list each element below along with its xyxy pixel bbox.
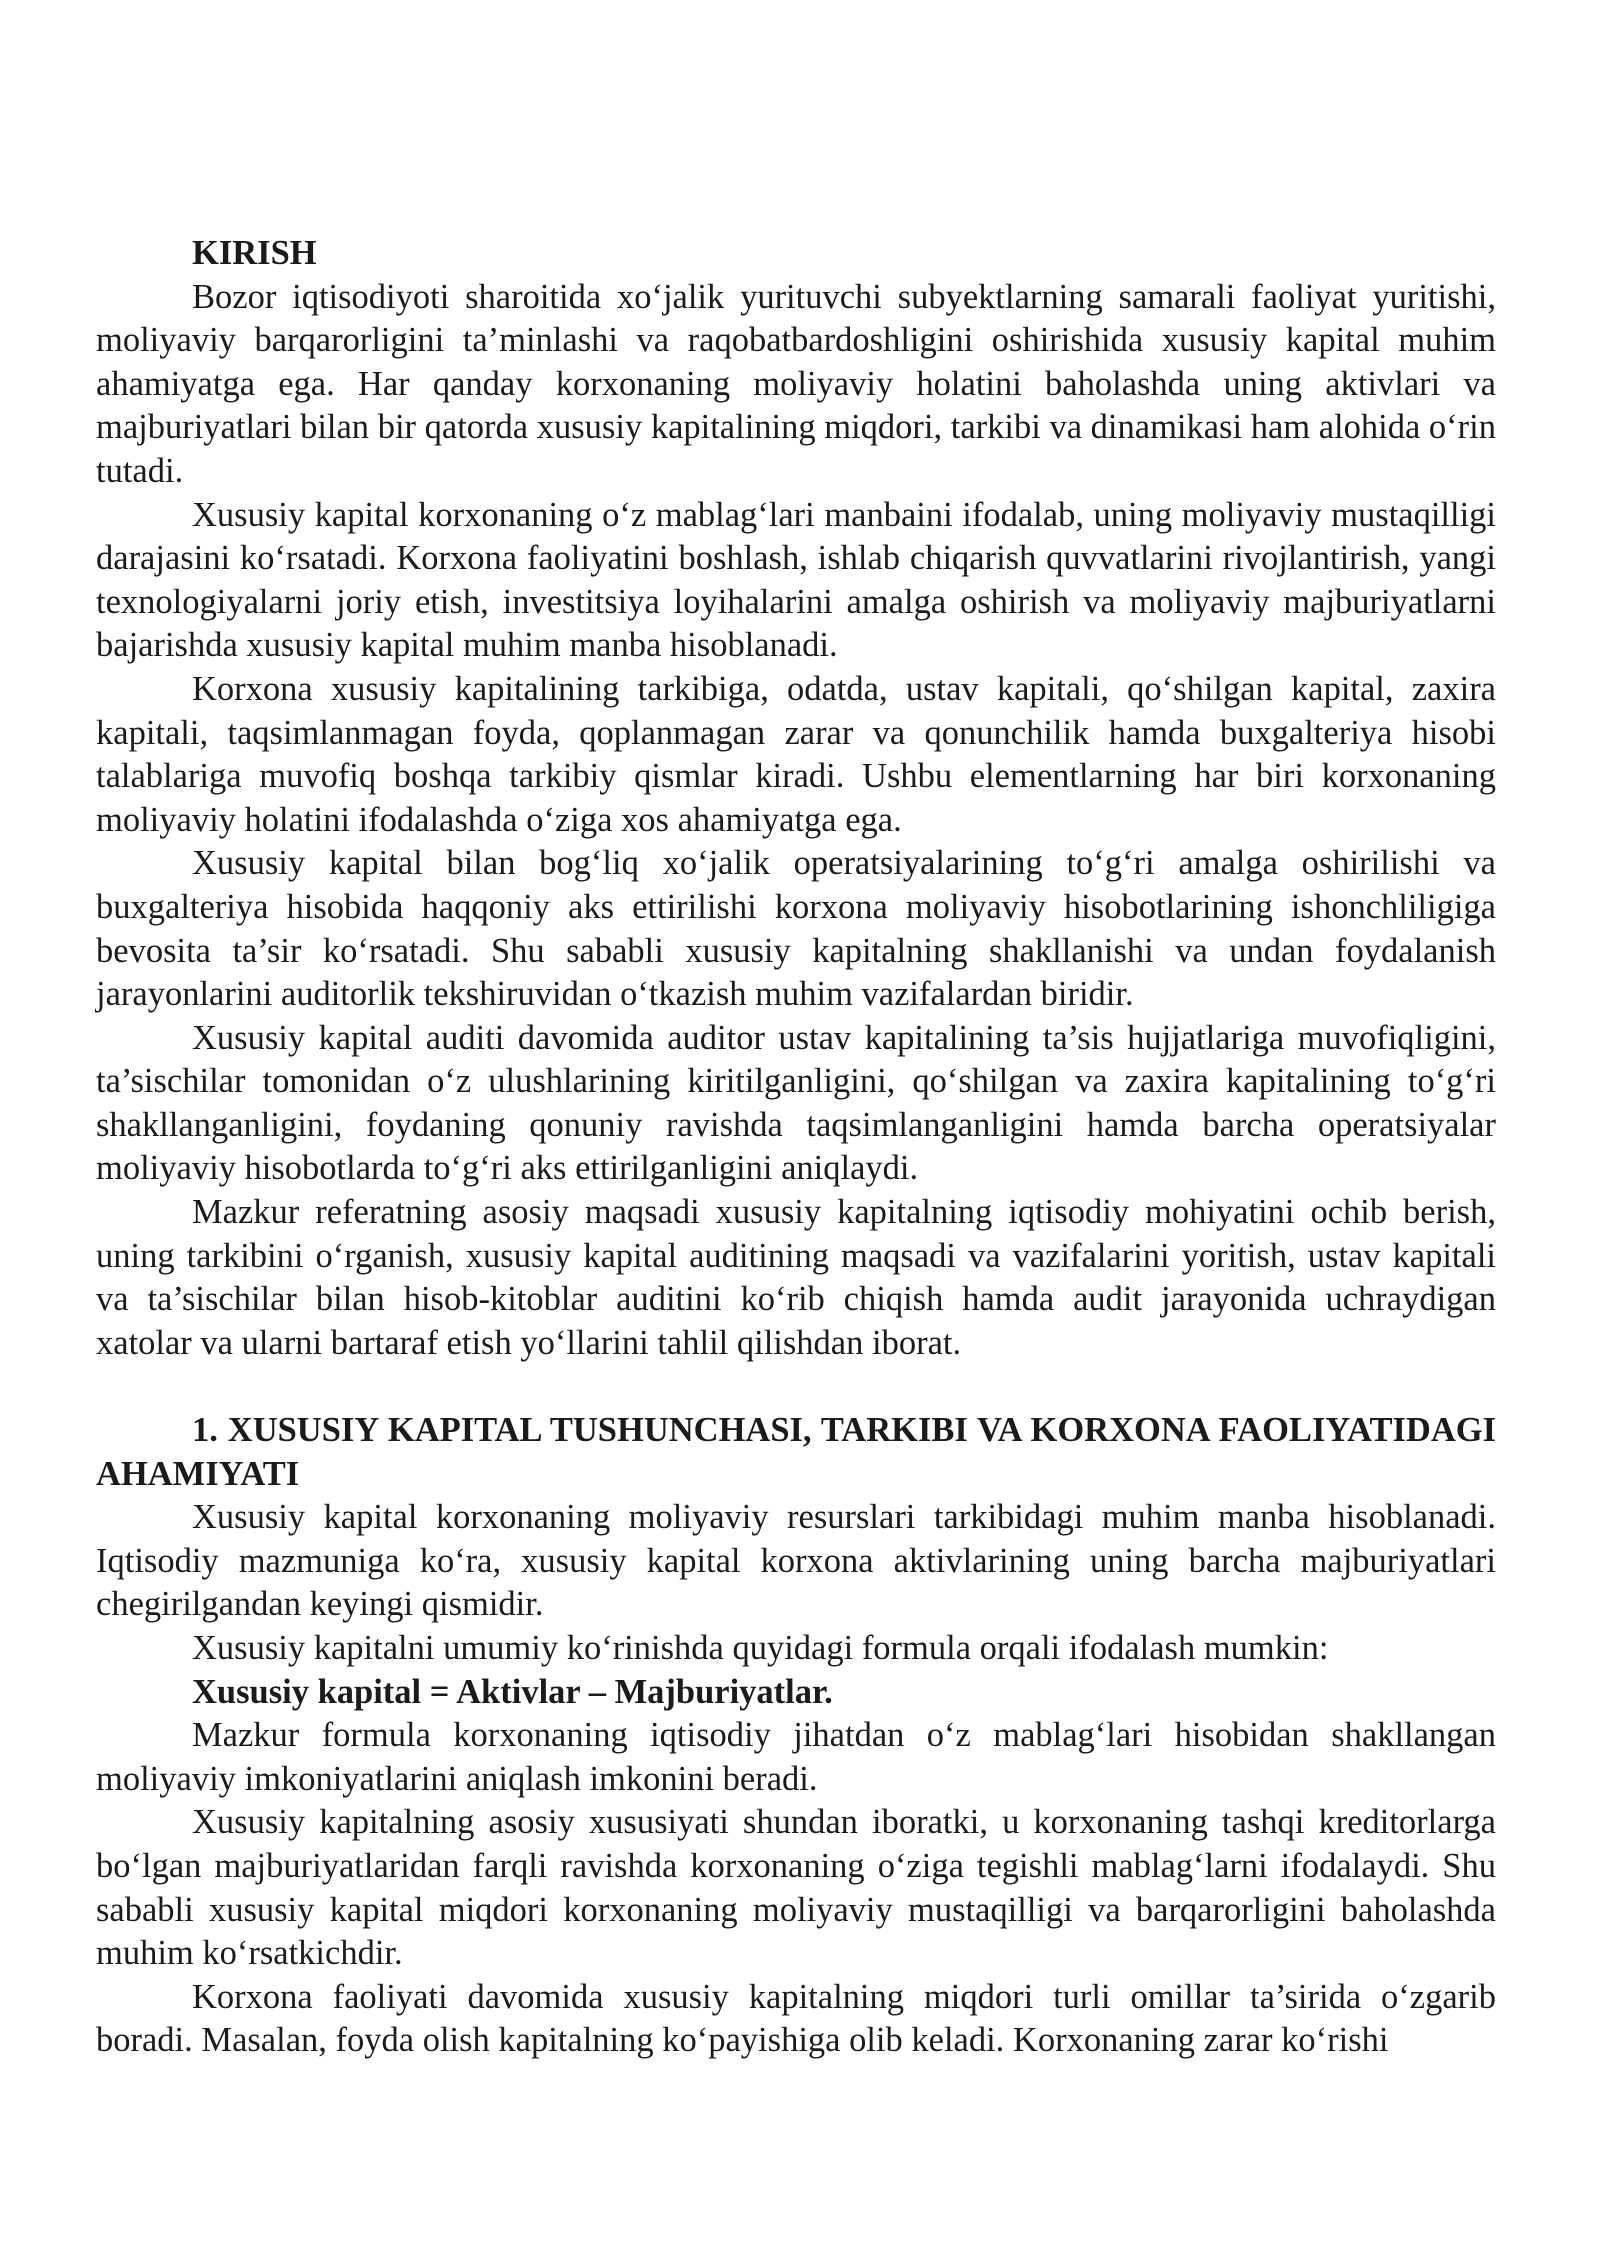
section-1-paragraph-5: Korxona faoliyati davomida xususiy kapitalning miqdori turli omillar ta’sirida o‘zgarib boradi. Masalan, foyda olish kapitalning ko‘payishiga olib keladi. Korxonaning zarar ko‘rishi	[96, 1977, 1496, 2060]
section-spacer	[96, 1365, 1496, 1409]
section-1-paragraph-2: Xususiy kapitalni umumiy ko‘rinishda quyidagi formula orqali ifodalash mumkin:	[192, 1629, 1329, 1667]
capital-formula: Xususiy kapital = Aktivlar – Majburiyatlar.	[192, 1672, 833, 1711]
intro-paragraph-6: Mazkur referatning asosiy maqsadi xususiy kapitalning iqtisodiy mohiyatini ochib berish, uning tarkibini o‘rganish, xususiy kapital auditining maqsadi va vazifalarini yoritish, ustav kapitali va ta’sischilar bilan hisob-kitoblar auditini ko‘rib chiqish hamda audit jarayonida uchraydigan xatolar va ularni bartaraf etish yo‘llarini tahlil qilishdan iborat.	[96, 1193, 1496, 1362]
section-1-heading: 1. XUSUSIY KAPITAL TUSHUNCHASI, TARKIBI VA KORXONA FAOLIYATIDAGI AHAMIYATI	[96, 1411, 1496, 1493]
intro-heading: KIRISH	[192, 234, 317, 272]
intro-paragraph-5: Xususiy kapital auditi davomida auditor ustav kapitalining ta’sis hujjatlariga muvofiqligini, ta’sischilar tomonidan o‘z ulushlarining kiritilganligini, qo‘shilgan va zaxira kapitalining to‘g‘ri shakllanganligini, foydaning qonuniy ravishda taqsimlanganligini hamda barcha operatsiyalar moliyaviy hisobotlarda to‘g‘ri aks ettirilganligini aniqlaydi.	[96, 1018, 1496, 1188]
intro-paragraph-2: Xususiy kapital korxonaning o‘z mablag‘lari manbaini ifodalab, uning moliyaviy mustaqilligi darajasini ko‘rsatadi. Korxona faoliyatini boshlash, ishlab chiqarish quvvatlarini rivojlantirish, yangi texnologiyalarni joriy etish, investitsiya loyihalarini amalga oshirish va moliyaviy majburiyatlarni bajarishda xususiy kapital muhim manba hisoblanadi.	[96, 495, 1496, 665]
intro-paragraph-3: Korxona xususiy kapitalining tarkibiga, odatda, ustav kapitali, qo‘shilgan kapital, zaxira kapitali, taqsimlanmagan foyda, qoplanmagan zarar va qonunchilik hamda buxgalteriya hisobi talablariga muvofiq boshqa tarkibiy qismlar kiradi. Ushbu elementlarning har biri korxonaning moliyaviy holatini ifodalashda o‘ziga xos ahamiyatga ega.	[96, 669, 1496, 839]
section-1-paragraph-3: Mazkur formula korxonaning iqtisodiy jihatdan o‘z mablag‘lari hisobidan shakllangan moliyaviy imkoniyatlarini aniqlash imkonini beradi.	[96, 1716, 1496, 1798]
intro-paragraph-4: Xususiy kapital bilan bog‘liq xo‘jalik operatsiyalarining to‘g‘ri amalga oshirilishi va buxgalteriya hisobida haqqoniy aks ettirilishi korxona moliyaviy hisobotlarining ishonchliligiga bevosita ta’sir ko‘rsatadi. Shu sababli xususiy kapitalning shakllanishi va undan foydalanish jarayonlarini auditorlik tekshiruvidan o‘tkazish muhim vazifalardan biridir.	[96, 844, 1496, 1014]
intro-paragraph-1: Bozor iqtisodiyoti sharoitida xo‘jalik yurituvchi subyektlarning samarali faoliyat yuritishi, moliyaviy barqarorligini ta’minlashi va raqobatbardoshligini oshirishida xususiy kapital muhim ahamiyatga ega. Har qanday korxonaning moliyaviy holatini baholashda uning aktivlari va majburiyatlari bilan bir qatorda xususiy kapitalining miqdori, tarkibi va dinamikasi ham alohida o‘rin tutadi.	[96, 277, 1496, 490]
section-1-paragraph-1: Xususiy kapital korxonaning moliyaviy resurslari tarkibidagi muhim manba hisoblanadi. Iqtisodiy mazmuniga ko‘ra, xususiy kapital korxona aktivlarining uning barcha majburiyatlari chegirilgandan keyingi qismidir.	[96, 1498, 1496, 1624]
document-page	[96, 232, 1496, 2063]
section-1-paragraph-4: Xususiy kapitalning asosiy xususiyati shundan iboratki, u korxonaning tashqi kreditorlarga bo‘lgan majburiyatlaridan farqli ravishda korxonaning o‘ziga tegishli mablag‘larni ifodalaydi. Shu sababli xususiy kapital miqdori korxonaning moliyaviy mustaqilligi va barqarorligini baholashda muhim ko‘rsatkichdir.	[96, 1803, 1496, 1973]
